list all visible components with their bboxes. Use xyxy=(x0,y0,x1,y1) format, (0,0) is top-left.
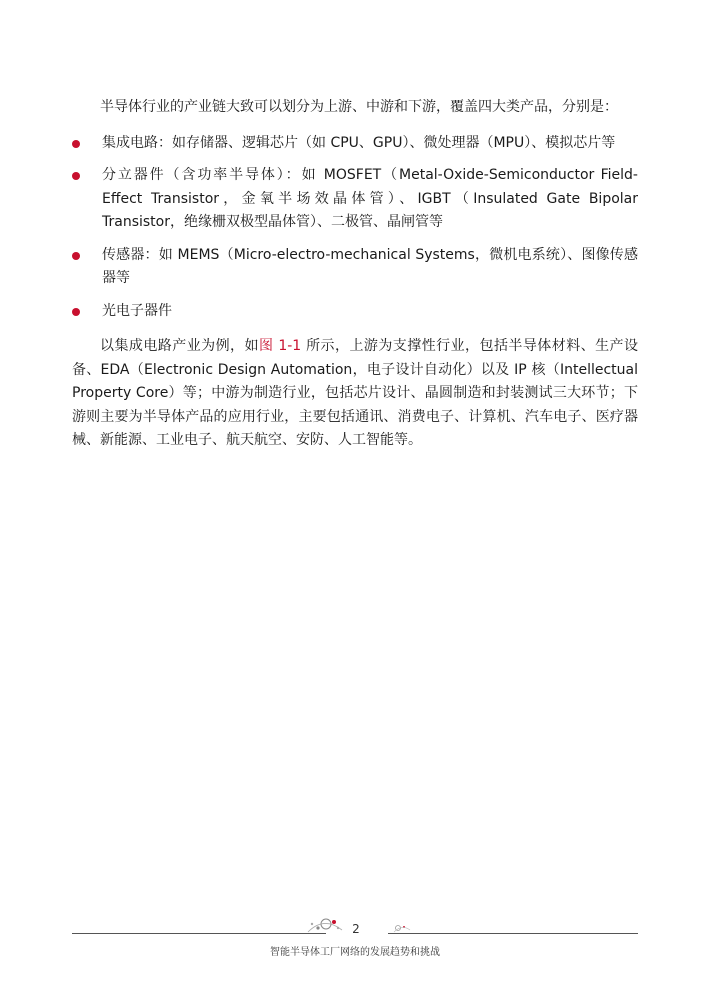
footer-divider-left xyxy=(72,933,326,934)
footer-ornament-icon xyxy=(298,912,346,934)
list-item-text: 传感器：如 MEMS（Micro-electro-mechanical Systems，微机电系统）、图像传感器等 xyxy=(102,246,638,286)
paragraph-text-start: 以集成电路产业为例，如 xyxy=(100,338,259,354)
figure-reference-link[interactable]: 图 1-1 xyxy=(258,338,302,354)
list-item xyxy=(72,244,638,291)
footer-divider-right xyxy=(388,933,638,934)
list-item xyxy=(72,164,638,235)
footer-ornament-small-icon xyxy=(392,922,412,934)
main-content xyxy=(72,96,638,465)
paragraph-text-end: 所示，上游为支撑性行业，包括半导体材料、生产设备、EDA（Electronic Design Automation，电子设计自动化）以及 IP 核（Intellectual Property Core）等；中游为制造行业，包括芯片设计、晶圆制造和封装测试三大环节；下游则主要为半导体产品的应用行业，主要包括通讯、消费电子、计算机、汽车电子、医疗器械、新能源、工业电子、航天航空、安防、人工智能等。 xyxy=(72,338,638,448)
bullet-dot-icon xyxy=(72,308,80,316)
product-category-list xyxy=(72,132,638,324)
intro-paragraph: 半导体行业的产业链大致可以划分为上游、中游和下游，覆盖四大类产品，分别是： xyxy=(100,99,618,115)
footer-document-title: 智能半导体工厂网络的发展趋势和挑战 xyxy=(270,947,440,958)
bullet-dot-icon xyxy=(72,172,80,180)
industry-chain-paragraph xyxy=(72,335,638,453)
bullet-dot-icon xyxy=(72,140,80,148)
page-number: 2 xyxy=(352,922,360,936)
list-item xyxy=(72,300,638,324)
list-item-text: 光电子器件 xyxy=(102,302,172,319)
list-item xyxy=(72,132,638,156)
list-item-text: 分立器件（含功率半导体）：如 MOSFET（Metal-Oxide-Semiconductor Field-Effect Transistor，金氧半场效晶体管）、IGBT（Insulated Gate Bipolar Transistor，绝缘栅双极型晶体管）、二极管、晶闸管等 xyxy=(102,167,638,230)
bullet-dot-icon xyxy=(72,252,80,260)
list-item-text: 集成电路：如存储器、逻辑芯片（如 CPU、GPU）、微处理器（MPU）、模拟芯片等 xyxy=(102,134,616,151)
